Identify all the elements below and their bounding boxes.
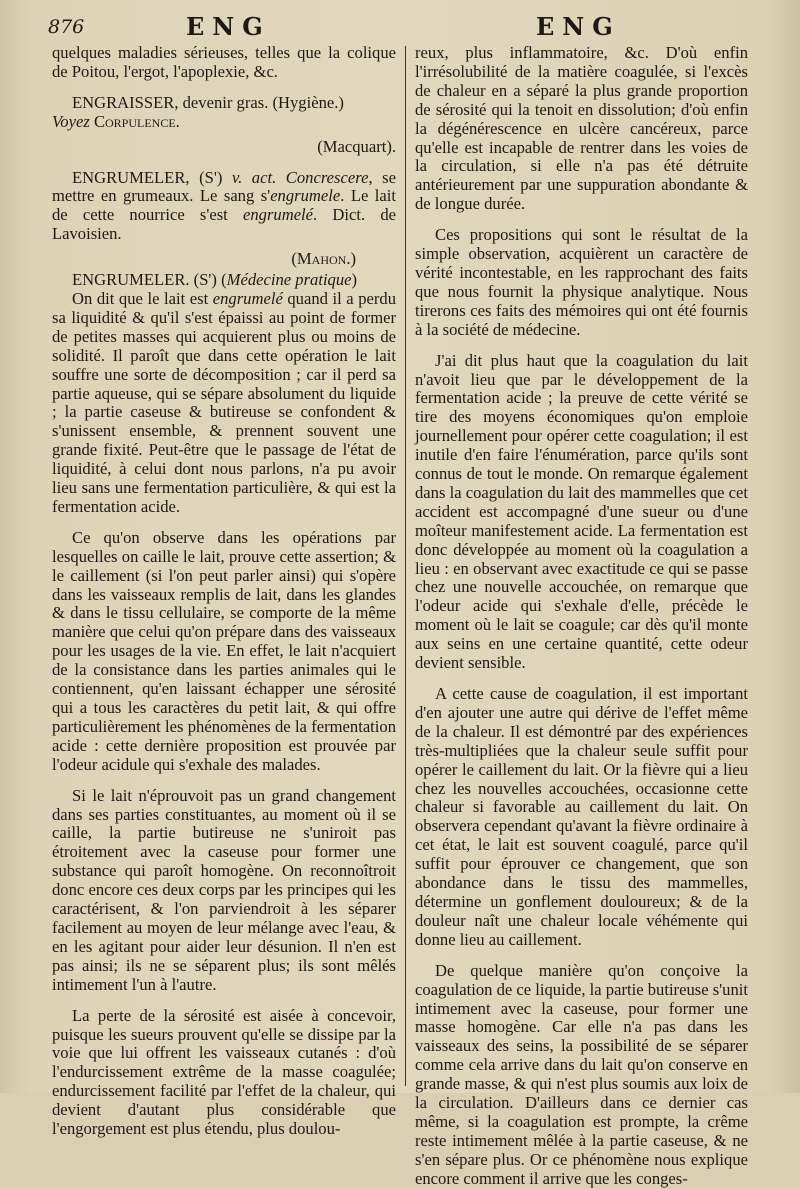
- entry-engrumeler-2-close: ): [351, 270, 358, 290]
- entry-engrumeler-1-head: ENGRUMELER, (S'): [72, 167, 232, 187]
- paragraph-on-dit-a: On dit que le lait est: [72, 288, 213, 308]
- running-head-left: ENG: [186, 12, 271, 41]
- signature-mahon: (Mahon.): [291, 249, 356, 269]
- paragraph-ces-propositions: Ces propositions qui sont le résultat de la simple observation, acquièrent un caractère de vérité incontestable, en les rapprochant des faits que nous fournit la physique analytique. Nous tirerons ces faits des mémoires qui ont été fournis à la société de médecine.: [415, 225, 748, 339]
- page-header: [48, 8, 786, 42]
- left-column: [52, 43, 396, 1139]
- paragraph-on-dit-b: quand il a perdu sa liquidité & qu'il s'est épaissi au point de former de petites masses qui acquierent plus ou moins de solidité. Il paroît que dans cette opération le lait souffre une sorte de décomposition ; car il perd sa partie aqueuse, qui se sépare absolument du liquide ; la partie caseuse & butireuse se confondent & s'unissent ensemble, & prennent souvent une grande fixité. Peut-être que le passage de l'état de liquidité, à celui dont nous parlons, n'a pu avoir lieu sans une fermentation particulière, & qui est la fermentation acide.: [52, 288, 396, 516]
- entry-engrumeler-1-gram: v. act. Concrescere: [231, 167, 369, 187]
- paragraph-on-dit: [52, 290, 396, 517]
- paragraph-de-quelque: De quelque manière qu'on conçoive la coagulation de ce liquide, la partie butireuse s'unit intimement avec la caseuse, pour former une masse homogène. Car elle n'a pas dans les vaisseaux des seins, la possibilité de se séparer comme cela arrive dans du lait qu'on conserve en grande masse, & qui n'est plus soumis aux loix de la circulation. D'ailleurs dans ce dernier cas même, si la coagulation est prompte, la crême reste intimement mêlée à la partie caseuse, & ne s'en sépare plus. Or ce phénomène nous explique encore comment il arrive que les conges-: [415, 960, 748, 1188]
- entry-engrumeler-1-text-a: , se mettre en grumeaux. Le sang s': [52, 167, 396, 206]
- entry-engrumeler-1: [52, 169, 396, 245]
- running-head-right: ENG: [536, 12, 621, 41]
- paragraph-reux: reux, plus inflammatoire, &c. D'où enfin l'irrésolubilité de la matière coagulée, si l'excès de chaleur en a séparé la plus grande proportion de sérosité qui la tenoit en dissolution; d'où enfin la dégénérescence en ulcère cancéreux, parce qu'elle est incapable de rentrer dans les voies de la circulation, si elle n'a pas été détruite antérieurement par une suppuration abondante & de longue durée.: [415, 43, 748, 214]
- entry-engrumeler-2-heading: [52, 271, 396, 290]
- entry-engrumeler-2-head: ENGRUMELER. (S') (: [72, 270, 227, 290]
- paragraph-on-dit-em: engrumelé: [212, 288, 283, 308]
- paragraph-continuation: quelques maladies sérieuses, telles que la colique de Poitou, l'ergot, l'apoplexie, &c.: [52, 43, 396, 81]
- entry-engrumeler-2-field: Médecine pratique: [226, 270, 352, 290]
- column-divider: [405, 46, 406, 1086]
- entry-engrumeler-1-example-2: engrumelé: [243, 205, 314, 225]
- paragraph-a-cette-cause: A cette cause de coagulation, il est important d'en ajouter une autre qui dérive de l'effet même de la chaleur. Il est démontré par des expériences très-multipliées que la chaleur seule suffit pour opérer le caillement du lait. Or la fièvre qui a lieu chez les nouvelles accouchées, occasionne cette chaleur si favorable au caillement du lait. On observera cependant qu'avant la fièvre ordinaire à cet état, le lait est souvent coagulé, parce qu'il suffit pour éprouver ce changement, que son abondance dans le tissu des mammelles, détermine un gonflement douloureux; & de la douleur naît une chaleur locale véhémente qui donne lieu au caillement.: [415, 684, 748, 949]
- entry-engraisser-text: ENGRAISSER, devenir gras. (Hygiène.): [72, 92, 344, 112]
- paragraph-si-le-lait: Si le lait n'éprouvoit pas un grand changement dans ses parties constituantes, au moment où il se caille, la partie butireuse ne s'uniroit pas étroitement avec la caseuse pour former une substance qui paroît homogène. On reconnoîtroit donc encore ces deux corps par les principes qui les caractérisent, & l'on parviendroit à les séparer facilement au moyen de leur mélange avec l'eau, & en les agitant pour aider leur désunion. Il n'en est pas ainsi; ils ne se séparent plus; ils sont mêlés intimement l'un à l'autre.: [52, 785, 396, 994]
- cross-reference-corpulence: Corpulence.: [93, 111, 180, 131]
- paragraph-ce-quon: Ce qu'on observe dans les opérations par lesquelles on caille le lait, prouve cette assertion; & le caillement (si l'on peut parler ainsi) qui s'opère dans les vaisseaux remplis de lait, dans les glandes & dans le tissu cellulaire, se comporte de la même manière que celui qu'on prépare dans des vaisseaux pour les usages de la vie. En effet, le lait n'acquiert de la consistance dans les parties animales qui le contiennent, qu'en laissant échapper une sérosité qui a tous les caractères du petit lait, & qui offre particulièrement les phénomènes de la fermentation acide : cette dernière proposition est prouvée par l'odeur acidule qui s'exhale des malades.: [52, 527, 396, 774]
- entry-engrumeler-1-text-b: . Le lait de cette nourrice s'est: [52, 186, 396, 225]
- entry-engrumeler-1-text-c: . Dict. de Lavoisien.: [52, 205, 396, 244]
- entry-engraisser: [52, 94, 396, 132]
- voyez-label: Voyez: [52, 111, 90, 131]
- page-number: 876: [48, 16, 85, 38]
- right-column: [415, 43, 748, 1188]
- paragraph-jai-dit: J'ai dit plus haut que la coagulation du lait n'avoit lieu que par le développement de la fermentation acide ; la preuve de cette vérité se tire des moyens économiques qu'on emploie journellement pour opérer cette coagulation; il est inutile d'en faire l'énumération, parce qu'ils sont connus de tout le monde. On remarque également dans la coagulation du lait des mammelles que cet accident est accompagné d'une sueur ou d'une moîteur manifestement acide. La fermentation est donc développée au moment où la coagulation a lieu : en observant avec exactitude ce qui se passe chez une nouvelle accouchée, on remarque que l'odeur acide qui s'exhale d'elle, précède le moment où le lait se coagule; car dès qu'il monte aux seins en une certaine quantité, cette odeur devient sensible.: [415, 350, 748, 673]
- signature-macquart: (Macquart).: [317, 136, 396, 156]
- entry-engrumeler-1-example-1: engrumele: [270, 186, 341, 206]
- paragraph-la-perte: La perte de la sérosité est aisée à concevoir, puisque les sueurs prouvent qu'elle se dissipe par la voie que lui offrent les vaisseaux cutanés : d'où l'endurcissement extrême de la masse coagulée; endurcissement facilité par l'effet de la chaleur, qui devient d'autant plus considérable que l'engorgement est plus étendu, plus doulou-: [52, 1005, 396, 1139]
